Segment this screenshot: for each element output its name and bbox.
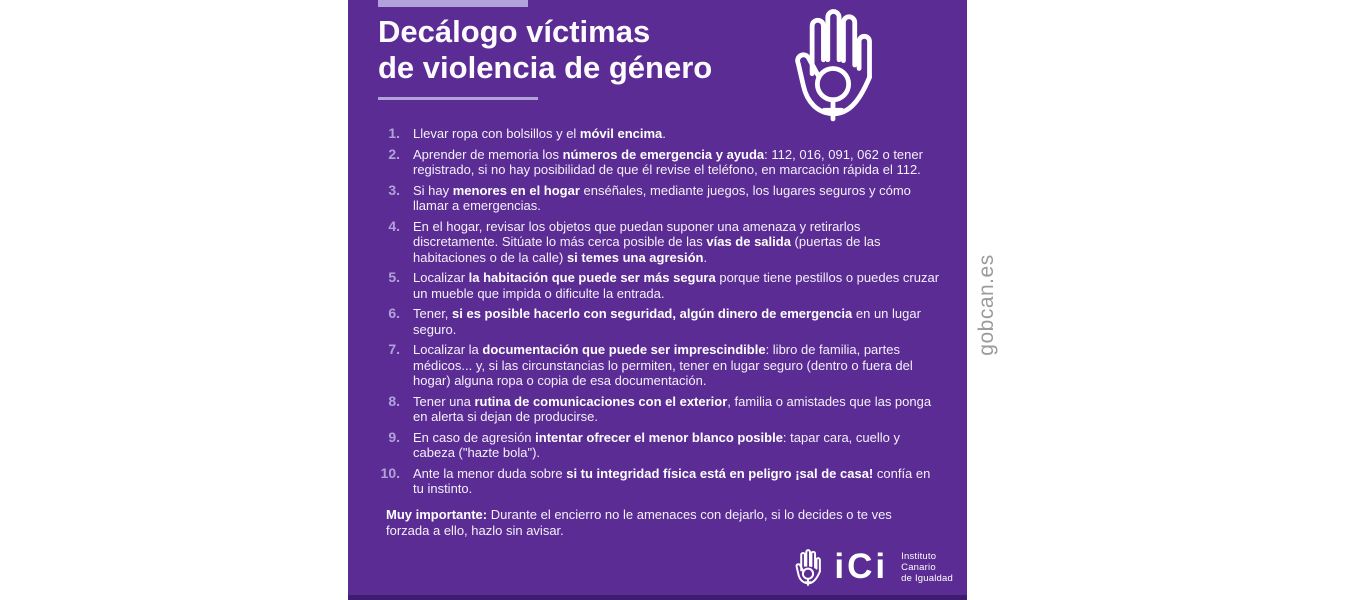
list-item [348, 394, 948, 425]
hand-venus-icon [793, 4, 873, 126]
ici-logo: iCi [834, 546, 889, 586]
list-item-number: 5. [388, 269, 400, 285]
list-item-text: Tener, si es posible hacerlo con seguridad, algún dinero de emergencia en un lugar seguro. [413, 306, 921, 337]
list-item [348, 466, 948, 497]
decalogo-poster [348, 0, 967, 600]
list-item [348, 183, 948, 214]
list-item-number: 9. [388, 428, 400, 445]
list-item-text: Ante la menor duda sobre si tu integridad física está en peligro ¡sal de casa! confía en tu instinto. [413, 465, 931, 496]
list-item-text: En caso de agresión intentar ofrecer el menor blanco posible: tapar cara, cuello y cabeza ("hazte bola"). [413, 429, 900, 460]
list-item-number: 7. [388, 341, 400, 357]
title-underline [378, 97, 538, 100]
list-item [348, 219, 948, 266]
list-item-text: En el hogar, revisar los objetos que puedan suponer una amenaza y retirarlos discretamente. Sitúate lo más cerca posible de las vías de salida (puertas de las habitaciones o de la calle) si temes una agresión. [413, 218, 881, 265]
title-line-1: Decálogo víctimas [378, 14, 651, 49]
list-item-number: 3. [388, 181, 400, 198]
list-item-text: Llevar ropa con bolsillos y el móvil encima. [413, 126, 666, 141]
footer-logo [795, 548, 953, 587]
list-item [348, 306, 948, 337]
hand-venus-icon-small [795, 548, 821, 587]
title-line-2: de violencia de género [378, 50, 713, 85]
list-item [348, 430, 948, 461]
important-note: Muy importante: Durante el encierro no le amenaces con dejarlo, si lo decides o te ves forzada a ello, hazlo sin avisar. [386, 507, 892, 538]
list-item-text: Tener una rutina de comunicaciones con el exterior, familia o amistades que las ponga en alerta si dejan de producirse. [413, 393, 932, 424]
list-item-number: 4. [388, 217, 400, 234]
list-item-text: Aprender de memoria los números de emergencia y ayuda: 112, 016, 091, 062 o tener registrado, si no hay posibilidad de que él revise el teléfono, en marcación rápida el 112. [413, 146, 923, 177]
list-item-number: 6. [388, 305, 400, 321]
top-accent-bar [378, 0, 528, 7]
list-item-number: 8. [388, 392, 400, 409]
poster-title [378, 14, 712, 86]
list-item-text: Si hay menores en el hogar enséñales, mediante juegos, los lugares seguros y cómo llamar a emergencias. [413, 182, 911, 213]
list-item [348, 342, 948, 389]
list-item-number: 1. [388, 125, 400, 141]
gobcan-watermark: gobcan.es [975, 254, 998, 356]
decalogo-list [348, 126, 948, 502]
list-item [348, 126, 948, 142]
org-name: Instituto Canario de Igualdad [901, 551, 953, 584]
list-item-text: Localizar la habitación que puede ser más segura porque tiene pestillos o puedes cruzar un mueble que impida o dificulte la entrada. [413, 270, 940, 301]
list-item-text: Localizar la documentación que puede ser imprescindible: libro de familia, partes médicos... y, si las circunstancias lo permiten, tener en lugar seguro (dentro o fuera del hogar) alguna ropa o copia de esa documentación. [413, 342, 913, 388]
list-item-number: 10. [380, 464, 400, 481]
list-item [348, 270, 948, 301]
list-item-number: 2. [388, 145, 400, 162]
list-item [348, 147, 948, 178]
